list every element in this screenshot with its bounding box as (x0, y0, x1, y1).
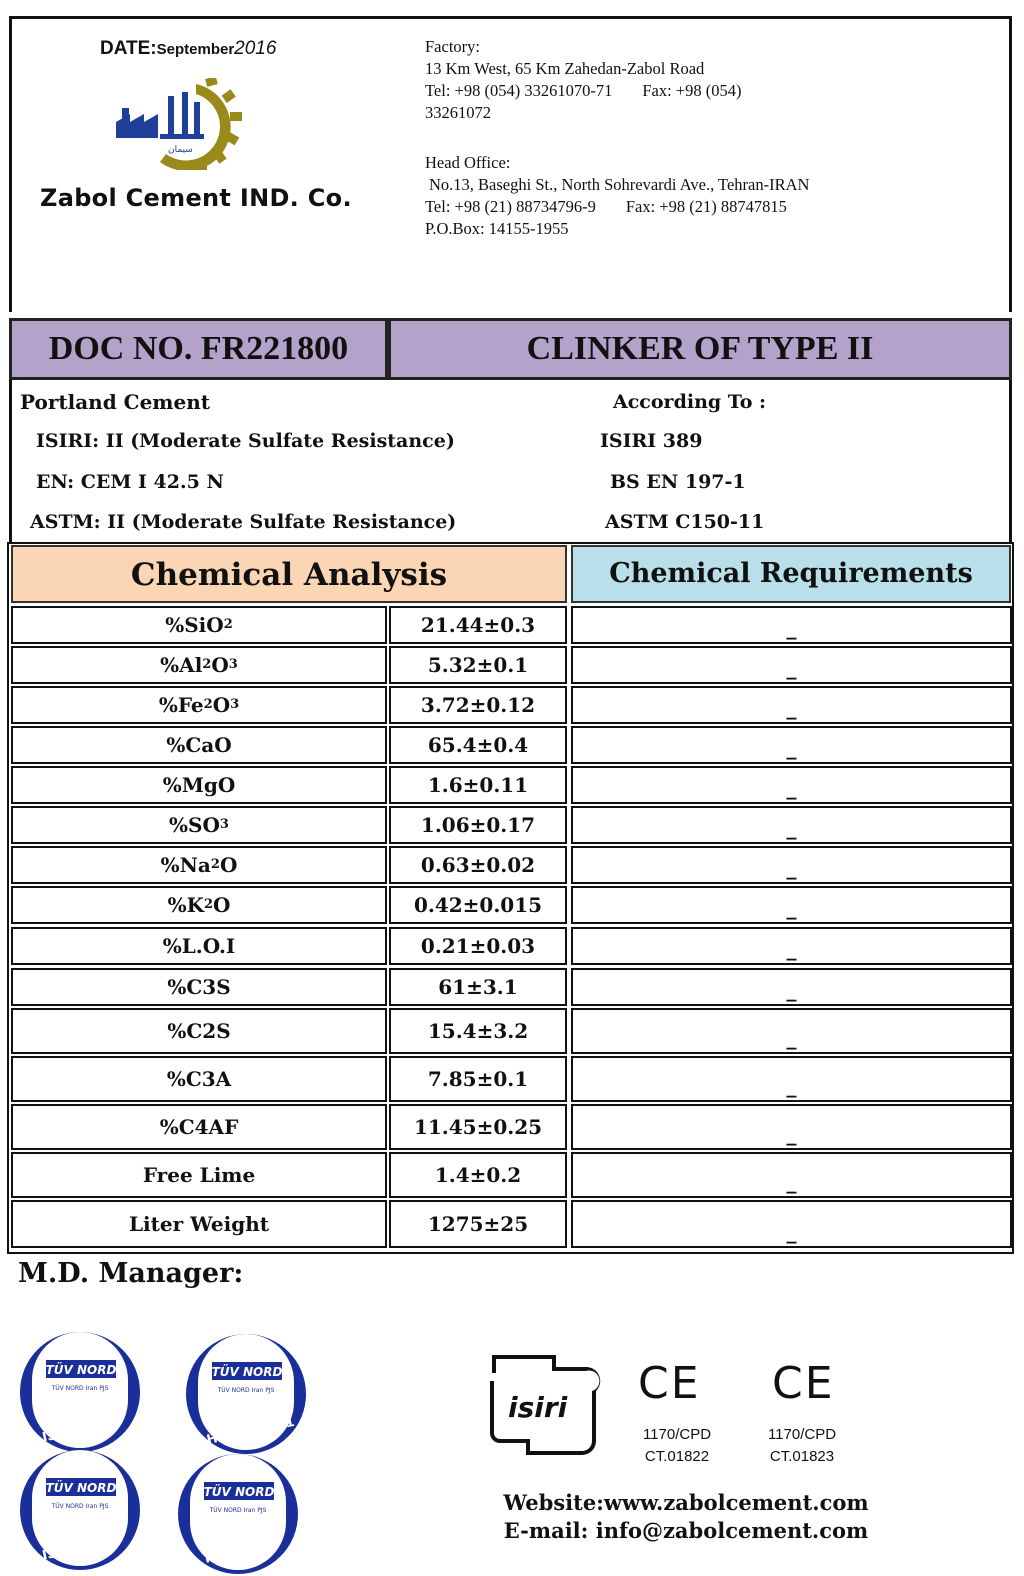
badge-standard: ISO 9001 (203, 1538, 272, 1567)
date-month: September (156, 41, 235, 58)
requirement-cell: _ (571, 1008, 1012, 1054)
parameter-name-part: O (213, 893, 231, 917)
parameter-cell (11, 726, 387, 764)
parameter-cell (11, 968, 387, 1006)
isiri-standard-mark-icon (486, 1351, 602, 1461)
parameter-cell (11, 766, 387, 804)
reference-isiri: ISIRI 389 (600, 430, 703, 452)
office-pobox: P.O.Box: 14155-1955 (425, 219, 569, 238)
parameter-name: %C3S (167, 975, 231, 999)
ce-code-2-line1: 1170/CPD (767, 1426, 837, 1443)
requirement-cell: _ (571, 1104, 1012, 1150)
requirement-cell: _ (571, 606, 1012, 644)
badge-subtitle: TÜV NORD Iran PJS (209, 1507, 267, 1514)
parameter-cell (11, 1104, 387, 1150)
ce-code-1-line2: CT.01822 (644, 1448, 710, 1465)
certification-badge-icon (184, 1332, 308, 1456)
badge-brand: TÜV NORD (45, 1481, 117, 1495)
office-title: Head Office: (425, 153, 511, 172)
requirement-cell: _ (571, 846, 1012, 884)
badge-subtitle: TÜV NORD Iran PJS (51, 1503, 109, 1510)
value-cell: 1.4±0.2 (389, 1152, 567, 1198)
parameter-name: %K (167, 893, 204, 917)
parameter-cell (11, 1056, 387, 1102)
value-cell: 1.06±0.17 (389, 806, 567, 844)
parameter-name: %C4AF (159, 1115, 239, 1139)
parameter-cell: %Na 2 O (11, 846, 387, 884)
parameter-name: %Na (160, 853, 211, 877)
standard-en: EN: CEM I 42.5 N (36, 471, 224, 493)
parameter-name: %SO (169, 813, 220, 837)
manager-signature-label: M.D. Manager: (18, 1258, 244, 1289)
requirement-cell: _ (571, 1056, 1012, 1102)
document-date (100, 38, 276, 60)
svg-text:isiri: isiri (508, 1391, 568, 1424)
parameter-name: %MgO (162, 773, 236, 797)
parameter-cell: %SO 3 (11, 806, 387, 844)
parameter-name-part: O (219, 853, 238, 877)
requirement-cell: _ (571, 927, 1012, 965)
parameter-cell (11, 1200, 387, 1248)
ce-mark-icon-1: CE (638, 1358, 701, 1409)
value-cell: 7.85±0.1 (389, 1056, 567, 1102)
parameter-name-part: O (211, 653, 229, 677)
according-to-label: According To : (613, 391, 767, 413)
parameter-name: %SiO (165, 613, 224, 637)
factory-title: Factory: (425, 37, 480, 56)
factory-tel: Tel: +98 (054) 33261070-71 (425, 81, 613, 100)
company-name: Zabol Cement IND. Co. (40, 184, 352, 212)
factory-contact (425, 36, 985, 124)
value-cell: 21.44±0.3 (389, 606, 567, 644)
badge-standard: ISO 14001 (41, 1533, 118, 1564)
parameter-cell: %Al 2 O 3 (11, 646, 387, 684)
parameter-cell: %K 2 O (11, 886, 387, 924)
chemical-requirements-header: Chemical Requirements (571, 545, 1011, 603)
doc-number: DOC NO. FR221800 (9, 318, 388, 380)
value-cell: 3.72±0.12 (389, 686, 567, 724)
parameter-name: %Al (160, 653, 203, 677)
factory-fax-cont: 33261072 (425, 103, 491, 122)
value-cell: 0.63±0.02 (389, 846, 567, 884)
parameter-name: %L.O.I (162, 934, 236, 958)
parameter-cell (11, 1008, 387, 1054)
product-title: CLINKER OF TYPE II (388, 318, 1012, 380)
badge-brand: TÜV NORD (211, 1365, 283, 1379)
reference-en: BS EN 197-1 (610, 471, 746, 493)
certification-badge-icon (18, 1448, 142, 1572)
office-fax: Fax: +98 (21) 88747815 (625, 197, 787, 216)
requirement-cell: _ (571, 1152, 1012, 1198)
email-link[interactable]: E-mail: info@zabolcement.com (503, 1518, 869, 1543)
requirement-cell: _ (571, 1200, 1012, 1248)
requirement-cell: _ (571, 686, 1012, 724)
website-link[interactable]: Website:www.zabolcement.com (503, 1490, 869, 1515)
badge-standard: OHSAS 18001 (194, 1414, 296, 1451)
parameter-name: %Fe (158, 693, 204, 717)
company-logo-icon (110, 78, 250, 170)
reference-astm: ASTM C150-11 (605, 511, 765, 533)
ce-code-1 (622, 1424, 732, 1468)
factory-address: 13 Km West, 65 Km Zahedan-Zabol Road (425, 59, 705, 78)
cement-type: Portland Cement (20, 390, 210, 414)
parameter-name: Liter Weight (128, 1212, 270, 1236)
value-cell: 0.42±0.015 (389, 886, 567, 924)
parameter-name: %CaO (166, 733, 232, 757)
ce-code-2 (747, 1424, 857, 1468)
parameter-name: Free Lime (142, 1163, 256, 1187)
badge-subtitle: TÜV NORD Iran PJS (217, 1387, 275, 1394)
standard-isiri: ISIRI: II (Moderate Sulfate Resistance) (36, 430, 455, 452)
parameter-name: %C3A (166, 1067, 232, 1091)
standard-astm: ASTM: II (Moderate Sulfate Resistance) (30, 511, 457, 533)
value-cell: 61±3.1 (389, 968, 567, 1006)
badge-brand: TÜV NORD (203, 1485, 275, 1499)
head-office-contact (425, 152, 985, 240)
parameter-cell: %SiO 2 (11, 606, 387, 644)
certification-badge-icon (176, 1452, 300, 1576)
badge-brand: TÜV NORD (45, 1363, 117, 1377)
office-address: No.13, Baseghi St., North Sohrevardi Ave., Tehran-IRAN (429, 175, 810, 194)
parameter-cell (11, 1152, 387, 1198)
value-cell: 0.21±0.03 (389, 927, 567, 965)
certification-badge-icon (18, 1330, 142, 1454)
chemical-analysis-header: Chemical Analysis (11, 545, 567, 603)
badge-subtitle: TÜV NORD Iran PJS (51, 1385, 109, 1392)
value-cell: 11.45±0.25 (389, 1104, 567, 1150)
ce-code-1-line1: 1170/CPD (642, 1426, 712, 1443)
requirement-cell: _ (571, 726, 1012, 764)
value-cell: 1.6±0.11 (389, 766, 567, 804)
badge-standard: ISO 10002 (41, 1415, 118, 1446)
ce-mark-icon-2: CE (772, 1358, 835, 1409)
parameter-cell: %Fe 2 O 3 (11, 686, 387, 724)
factory-fax: Fax: +98 (054) (642, 81, 742, 100)
parameter-cell (11, 927, 387, 965)
date-year: 2016 (234, 38, 277, 59)
parameter-name-part: O (212, 693, 231, 717)
value-cell: 1275±25 (389, 1200, 567, 1248)
value-cell: 65.4±0.4 (389, 726, 567, 764)
requirement-cell: _ (571, 886, 1012, 924)
parameter-name: %C2S (167, 1019, 231, 1043)
requirement-cell: _ (571, 806, 1012, 844)
requirement-cell: _ (571, 968, 1012, 1006)
date-label: DATE: (100, 38, 157, 59)
svg-text:سیمان: سیمان (168, 145, 193, 155)
requirement-cell: _ (571, 646, 1012, 684)
value-cell: 15.4±3.2 (389, 1008, 567, 1054)
office-tel: Tel: +98 (21) 88734796-9 (425, 197, 596, 216)
value-cell: 5.32±0.1 (389, 646, 567, 684)
ce-code-2-line2: CT.01823 (769, 1448, 835, 1465)
requirement-cell: _ (571, 766, 1012, 804)
